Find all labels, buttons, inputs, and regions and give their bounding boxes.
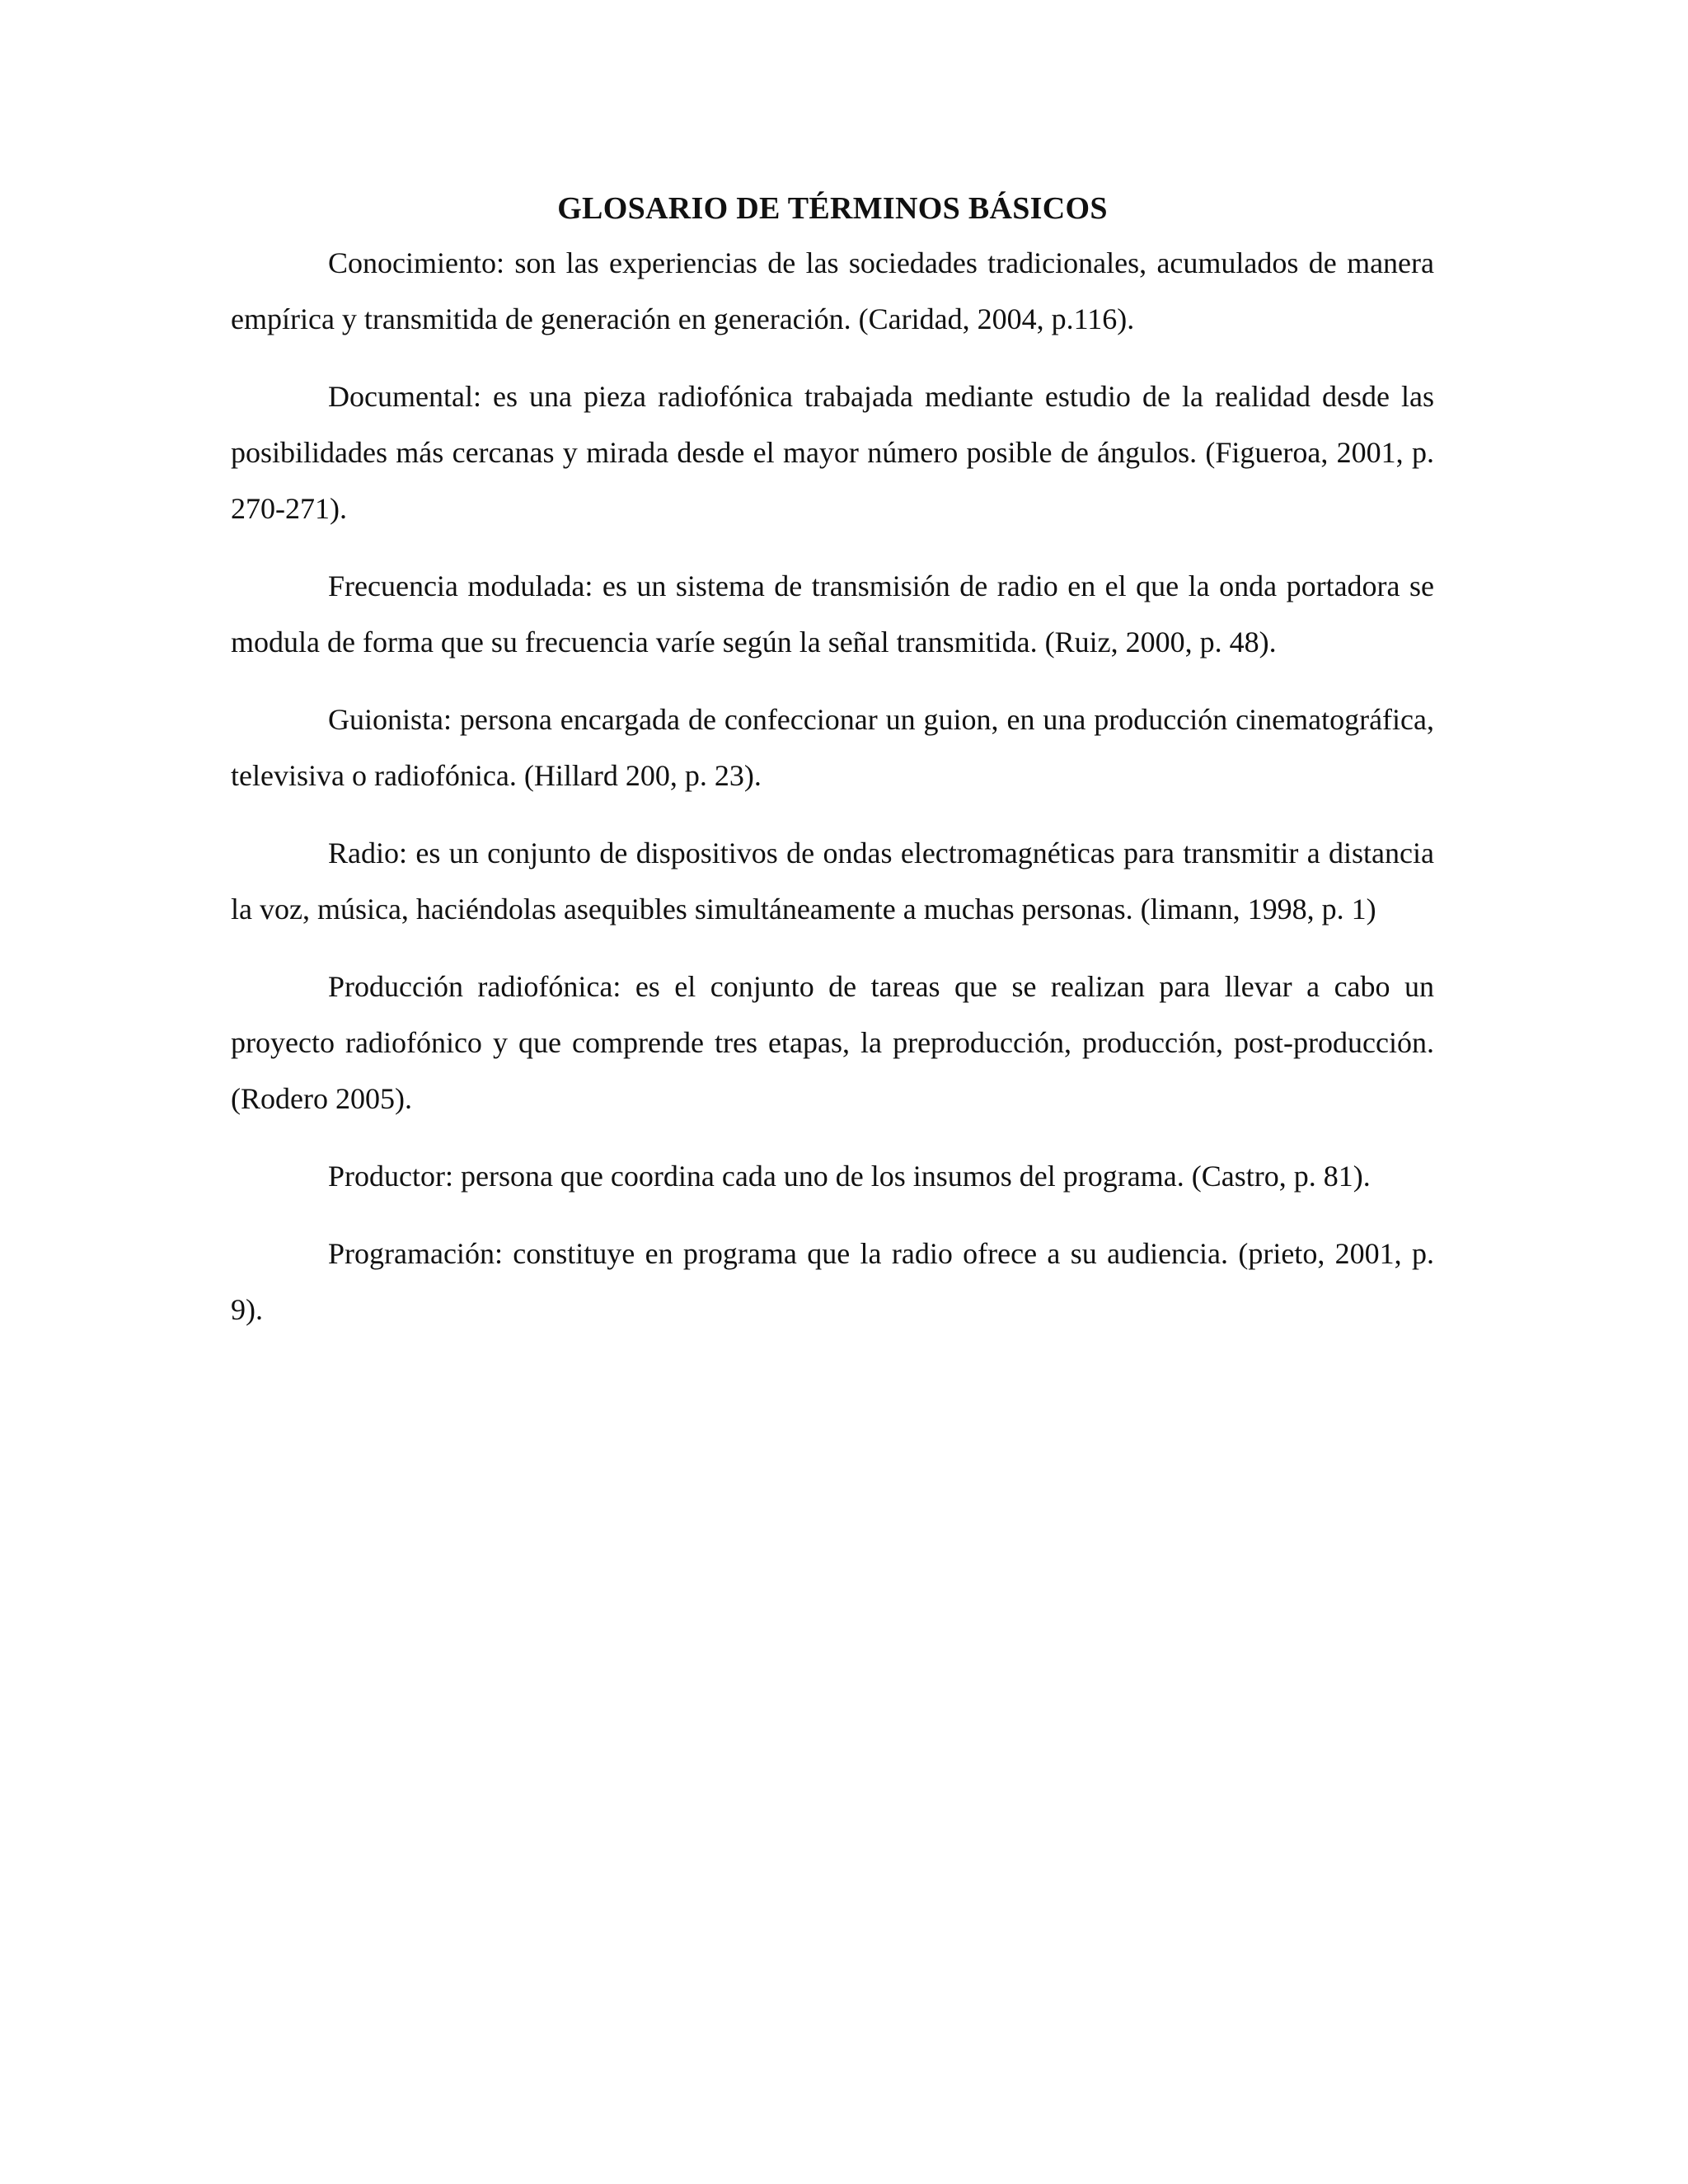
glossary-entry-guionista: Guionista: persona encargada de confeccionar un guion, en una producción cinematográfica, televisiva o radiofónica. (Hillard 200, p. 23).: [231, 703, 1434, 792]
glossary-entry-radio: Radio: es un conjunto de dispositivos de ondas electromagnéticas para transmitir a distancia la voz, música, haciéndolas asequibles simultáneamente a muchas personas. (limann, 1998, p. 1): [231, 837, 1434, 926]
glossary-entry-produccion-radiofonica: Producción radiofónica: es el conjunto de tareas que se realizan para llevar a cabo un proyecto radiofónico y que comprende tres etapas, la preproducción, producción, post-producción. (Rodero 2005).: [231, 970, 1434, 1115]
page-title: GLOSARIO DE TÉRMINOS BÁSICOS: [557, 191, 1108, 226]
glossary-entry-documental: Documental: es una pieza radiofónica trabajada mediante estudio de la realidad desde las posibilidades más cercanas y mirada desde el mayor número posible de ángulos. (Figueroa, 2001, p. 270-271).: [231, 380, 1434, 525]
glossary-entry-conocimiento: Conocimiento: son las experiencias de las sociedades tradicionales, acumulados de manera empírica y transmitida de generación en generación. (Caridad, 2004, p.116).: [231, 246, 1434, 335]
glossary-entry-productor: Productor: persona que coordina cada uno de los insumos del programa. (Castro, p. 81).: [328, 1160, 1371, 1193]
glossary-entry-programacion: Programación: constituye en programa que la radio ofrece a su audiencia. (prieto, 2001, p. 9).: [231, 1237, 1434, 1326]
document-page: [231, 185, 1434, 1359]
glossary-entry-frecuencia-modulada: Frecuencia modulada: es un sistema de transmisión de radio en el que la onda portadora se modula de forma que su frecuencia varíe según la señal transmitida. (Ruiz, 2000, p. 48).: [231, 569, 1434, 658]
